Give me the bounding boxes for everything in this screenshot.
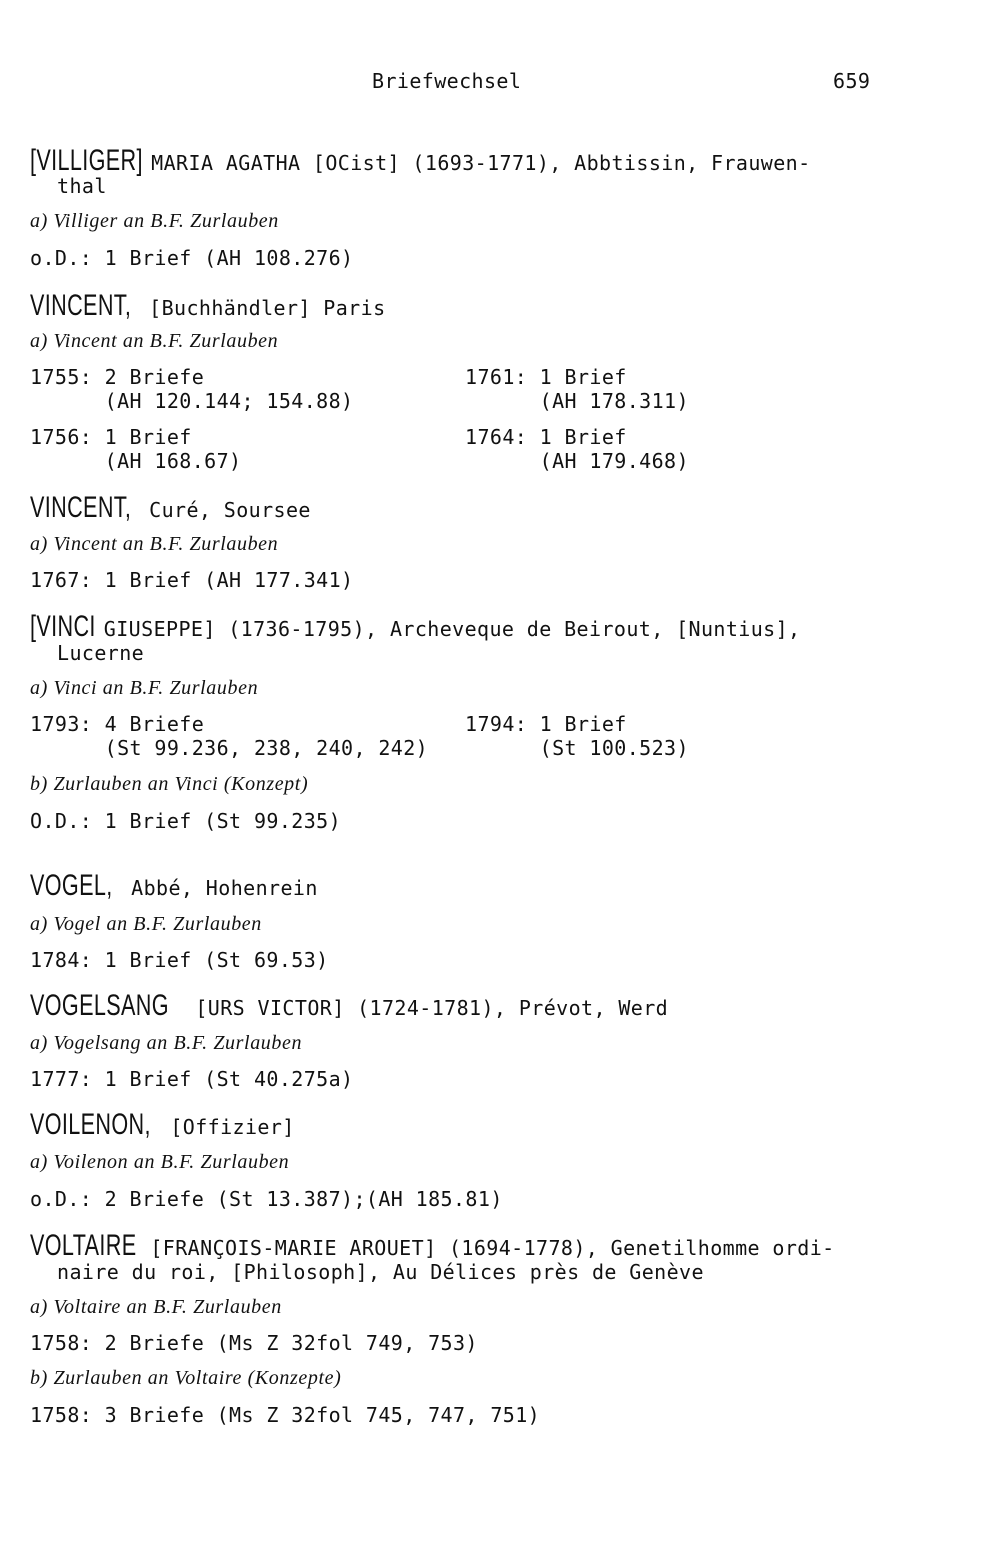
- subsection-a: a) Villiger an B.F. Zurlauben: [30, 210, 279, 232]
- entry-heading: [30, 1230, 835, 1262]
- letter-line: 1761: 1 Brief: [465, 365, 627, 389]
- letter-line: 1758: 2 Briefe (Ms Z 32fol 749, 753): [30, 1331, 478, 1355]
- letter-ref: (St 100.523): [465, 736, 689, 760]
- entry-name: [VILLIGER]: [30, 144, 143, 177]
- entry-name: VINCENT,: [30, 289, 132, 322]
- entry-name: [VINCI: [30, 610, 96, 643]
- entry-description: MARIA AGATHA [OCist] (1693-1771), Abbtissin, Frauwen-: [138, 151, 811, 175]
- entry-description-cont: Lucerne: [57, 641, 145, 665]
- letter-line: O.D.: 1 Brief (St 99.235): [30, 809, 342, 833]
- subsection-b: b) Zurlauben an Voltaire (Konzepte): [30, 1367, 342, 1389]
- subsection-a: a) Voltaire an B.F. Zurlauben: [30, 1296, 282, 1318]
- letter-line: 1755: 2 Briefe: [30, 365, 205, 389]
- letter-line: o.D.: 2 Briefe (St 13.387);(AH 185.81): [30, 1187, 503, 1211]
- letter-line: 1756: 1 Brief: [30, 425, 192, 449]
- entry-description-cont: naire du roi, [Philosoph], Au Délices près de Genève: [57, 1260, 704, 1284]
- entry-name: VOLTAIRE: [30, 1229, 137, 1262]
- subsection-a: a) Vincent an B.F. Zurlauben: [30, 330, 279, 352]
- entry-description: Curé, Soursee: [136, 498, 311, 522]
- letter-ref: (St 99.236, 238, 240, 242): [30, 736, 429, 760]
- subsection-a: a) Vincent an B.F. Zurlauben: [30, 533, 279, 555]
- page-number: 659: [833, 69, 871, 93]
- entry-description-cont: thal: [57, 174, 107, 198]
- letter-line: 1764: 1 Brief: [465, 425, 627, 449]
- letter-ref: (AH 168.67): [30, 449, 242, 473]
- entry-heading: [30, 145, 811, 177]
- entry-description: Abbé, Hohenrein: [118, 876, 318, 900]
- entry-heading: [30, 611, 801, 643]
- entry-heading: [30, 870, 318, 902]
- entry-heading: [30, 492, 311, 524]
- subsection-a: a) Vinci an B.F. Zurlauben: [30, 677, 259, 699]
- entry-description: [Offizier]: [157, 1115, 295, 1139]
- entry-description: [FRANÇOIS-MARIE AROUET] (1694-1778), Genetilhomme ordi-: [137, 1236, 835, 1260]
- entry-name: VOGEL,: [30, 869, 113, 902]
- entry-name: VOILENON,: [30, 1108, 151, 1141]
- subsection-a: a) Voilenon an B.F. Zurlauben: [30, 1151, 290, 1173]
- subsection-a: a) Vogelsang an B.F. Zurlauben: [30, 1032, 303, 1054]
- entry-heading: [30, 990, 668, 1022]
- entry-heading: [30, 1109, 295, 1141]
- letter-line: 1777: 1 Brief (St 40.275a): [30, 1067, 354, 1091]
- entry-description: [Buchhändler] Paris: [136, 296, 386, 320]
- subsection-b: b) Zurlauben an Vinci (Konzept): [30, 773, 309, 795]
- letter-ref: (AH 120.144; 154.88): [30, 389, 354, 413]
- letter-ref: (AH 178.311): [465, 389, 689, 413]
- subsection-a: a) Vogel an B.F. Zurlauben: [30, 913, 262, 935]
- letter-line: 1793: 4 Briefe: [30, 712, 205, 736]
- letter-ref: (AH 179.468): [465, 449, 689, 473]
- letter-line: o.D.: 1 Brief (AH 108.276): [30, 246, 354, 270]
- entry-name: VINCENT,: [30, 491, 132, 524]
- letter-line: 1758: 3 Briefe (Ms Z 32fol 745, 747, 751): [30, 1403, 541, 1427]
- entry-description: GIUSEPPE] (1736-1795), Archeveque de Beirout, [Nuntius],: [91, 617, 801, 641]
- entry-description: [URS VICTOR] (1724-1781), Prévot, Werd: [182, 996, 669, 1020]
- running-title: Briefwechsel: [372, 69, 522, 93]
- entry-name: VOGELSANG: [30, 989, 169, 1022]
- letter-line: 1767: 1 Brief (AH 177.341): [30, 568, 354, 592]
- letter-line: 1794: 1 Brief: [465, 712, 627, 736]
- letter-line: 1784: 1 Brief (St 69.53): [30, 948, 329, 972]
- entry-heading: [30, 290, 386, 322]
